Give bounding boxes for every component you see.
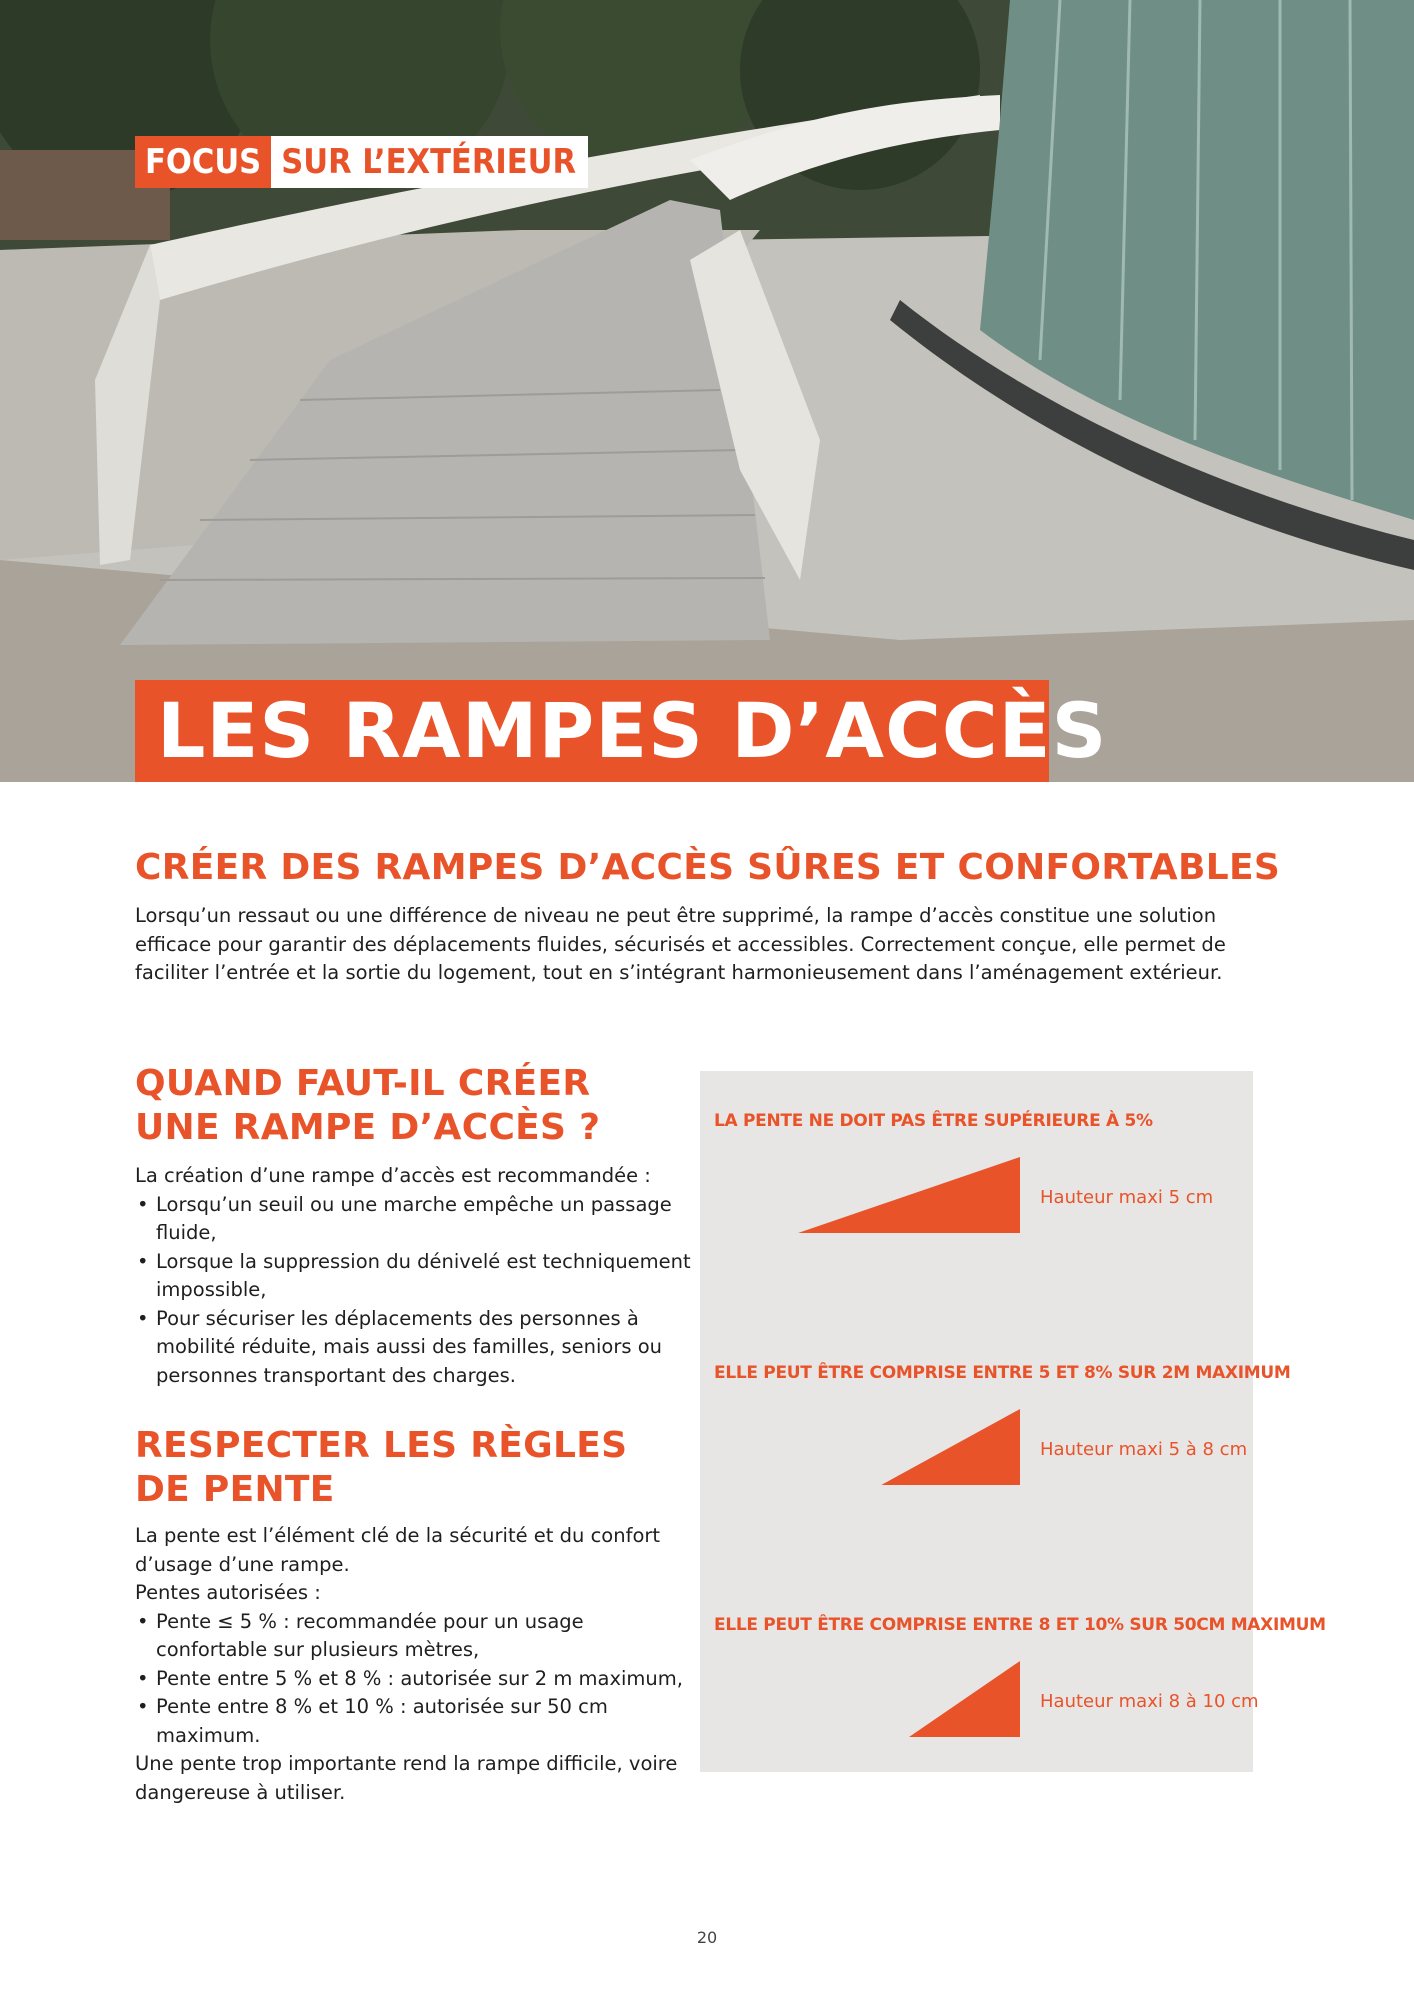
when-list bbox=[135, 1191, 695, 1391]
rules-sublead: Pentes autorisées : bbox=[135, 1581, 321, 1604]
slope-panel bbox=[700, 1071, 1326, 1772]
ramp-wedge bbox=[798, 1157, 1020, 1233]
intro-line: efficace pour garantir des déplacements fluides, sécurisés et accessibles. Correctement conçue, elle permet de bbox=[135, 932, 1226, 956]
list-item: • Lorsqu’un seuil ou une marche empêche un passage fluide, bbox=[135, 1191, 695, 1248]
rules-heading-line: DE PENTE bbox=[135, 1469, 335, 1510]
when-text bbox=[135, 1162, 695, 1390]
list-item: • Pour sécuriser les déplacements des personnes à mobilité réduite, mais aussi des familles, seniors ou personnes transportant des charges. bbox=[135, 1305, 695, 1391]
height-label: Hauteur maxi 5 cm bbox=[1040, 1187, 1214, 1208]
list-item: • Pente ≤ 5 % : recommandée pour un usage confortable sur plusieurs mètres, bbox=[135, 1608, 695, 1665]
height-label: Hauteur maxi 8 à 10 cm bbox=[1040, 1691, 1259, 1712]
list-item: • Pente entre 8 % et 10 % : autorisée sur 50 cm maximum. bbox=[135, 1693, 695, 1750]
hero-photo bbox=[0, 0, 1414, 782]
intro-line: faciliter l’entrée et la sortie du logement, tout en s’intégrant harmonieusement dans l’aménagement extérieur. bbox=[135, 961, 1223, 984]
ramp-diagram bbox=[700, 1155, 1030, 1235]
intro-heading: CRÉER DES RAMPES D’ACCÈS SÛRES ET CONFORTABLES bbox=[135, 847, 1281, 888]
slope-caption: ELLE PEUT ÊTRE COMPRISE ENTRE 8 ET 10% SUR 50CM MAXIMUM bbox=[714, 1615, 1326, 1635]
when-heading-line: QUAND FAUT-IL CRÉER bbox=[135, 1063, 591, 1104]
ramp-wedge bbox=[881, 1409, 1020, 1485]
rules-heading-line: RESPECTER LES RÈGLES bbox=[135, 1425, 628, 1466]
intro-line: Lorsqu’un ressaut ou une différence de niveau ne peut être supprimé, la rampe d’accès constitue une solution bbox=[135, 904, 1217, 927]
focus-tag-label: SUR L’EXTÉRIEUR bbox=[271, 136, 588, 188]
focus-tag-word: FOCUS bbox=[135, 136, 271, 188]
when-heading-line: UNE RAMPE D’ACCÈS ? bbox=[135, 1107, 601, 1148]
when-lead: La création d’une rampe d’accès est recommandée : bbox=[135, 1164, 651, 1187]
list-item: • Pente entre 5 % et 8 % : autorisée sur 2 m maximum, bbox=[135, 1665, 695, 1694]
ramp-wedge bbox=[909, 1661, 1020, 1737]
rules-heading bbox=[135, 1424, 627, 1512]
ramp-diagram bbox=[700, 1659, 1030, 1739]
slope-caption: LA PENTE NE DOIT PAS ÊTRE SUPÉRIEURE À 5% bbox=[714, 1111, 1153, 1131]
intro-paragraph bbox=[135, 902, 1235, 988]
height-label: Hauteur maxi 5 à 8 cm bbox=[1040, 1439, 1248, 1460]
when-heading bbox=[135, 1062, 600, 1150]
rules-list bbox=[135, 1608, 695, 1751]
list-item: • Lorsque la suppression du dénivelé est techniquement impossible, bbox=[135, 1248, 695, 1305]
ramp-photo-illustration bbox=[0, 0, 1414, 782]
rules-closing: Une pente trop importante rend la rampe difficile, voire dangereuse à utiliser. bbox=[135, 1752, 678, 1804]
focus-tag bbox=[135, 136, 588, 188]
page-number: 20 bbox=[696, 1928, 718, 1947]
rules-lead: La pente est l’élément clé de la sécurité et du confort d’usage d’une rampe. bbox=[135, 1524, 661, 1576]
rules-text bbox=[135, 1522, 695, 1807]
ramp-diagram bbox=[700, 1407, 1030, 1487]
slope-caption: ELLE PEUT ÊTRE COMPRISE ENTRE 5 ET 8% SUR 2M MAXIMUM bbox=[714, 1363, 1291, 1383]
page-title: LES RAMPES D’ACCÈS bbox=[135, 680, 1049, 782]
